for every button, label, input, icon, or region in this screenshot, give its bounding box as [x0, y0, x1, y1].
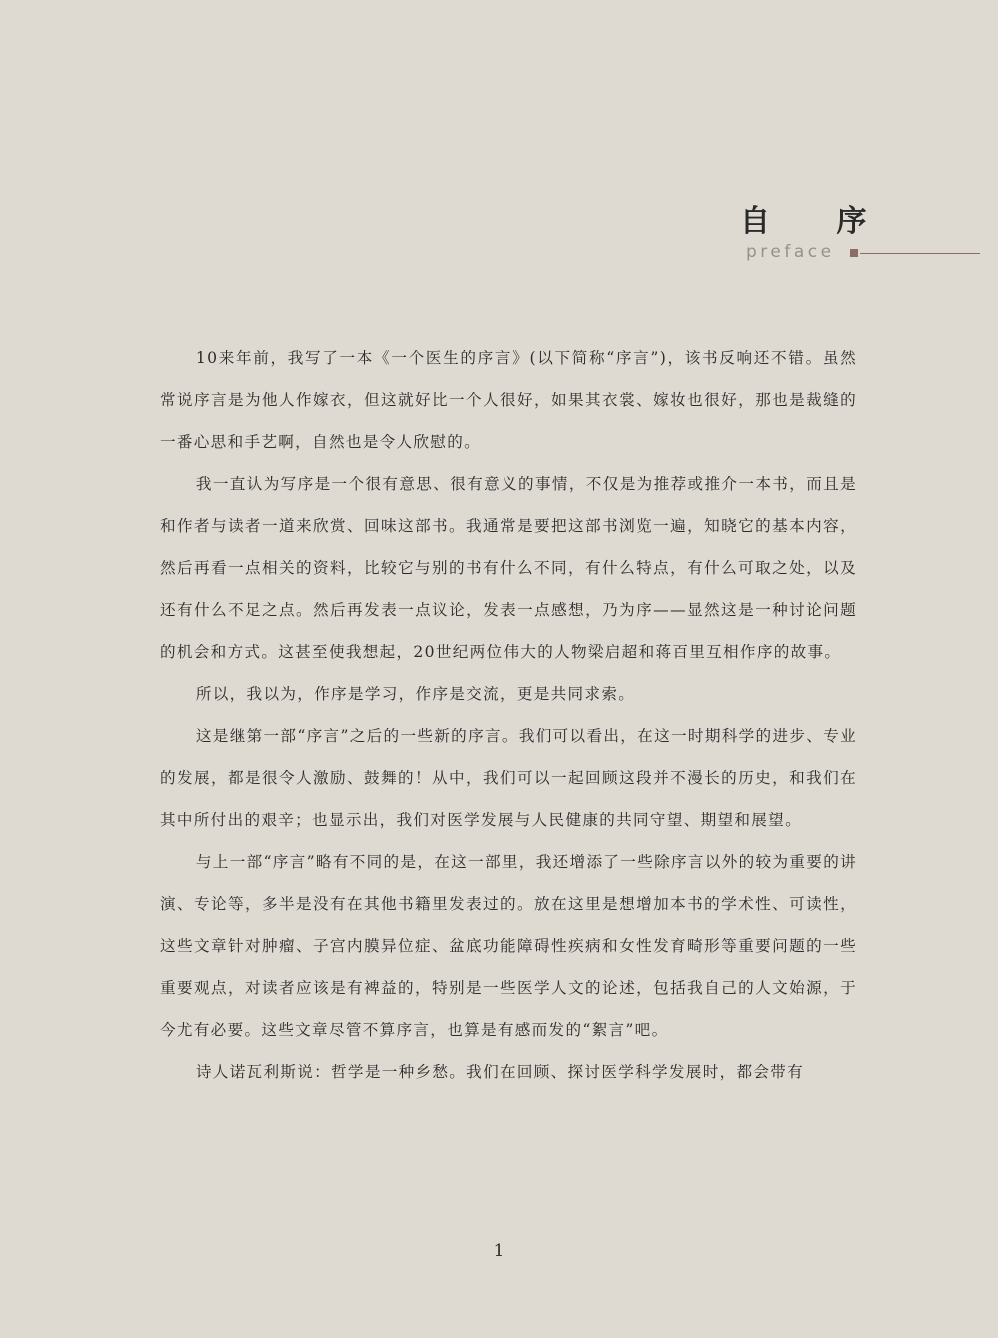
subtitle-row [740, 242, 998, 262]
paragraph: 诗人诺瓦利斯说：哲学是一种乡愁。我们在回顾、探讨医学科学发展时，都会带有 [195, 1063, 805, 1081]
chapter-subtitle: preface [746, 242, 835, 262]
chapter-title: 自 序 [740, 204, 895, 239]
chapter-heading [740, 202, 998, 262]
paragraph: 与上一部“序言”略有不同的是，在这一部里，我还增添了一些除序言以外的较为重要的讲演、专论等，多半是没有在其他书籍里发表过的。放在这里是想增加本书的学术性、可读性，这些文章针对肿瘤、子宫内膜异位症、盆底功能障碍性疾病和女性发育畸形等重要问题的一些重要观点，对读者应该是有裨益的，特别是一些医学人文的论述，包括我自己的人文始源，于今尤有必要。这些文章尽管不算序言，也算是有感而发的“絮言”吧。 [160, 853, 857, 1039]
paragraph: 我一直认为写序是一个很有意思、很有意义的事情，不仅是为推荐或推介一本书，而且是和作者与读者一道来欣赏、回味这部书。我通常是要把这部书浏览一遍，知晓它的基本内容，然后再看一点相关的资料，比较它与别的书有什么不同，有什么特点，有什么可取之处，以及还有什么不足之点。然后再发表一点议论，发表一点感想，乃为序——显然这是一种讨论问题的机会和方式。这甚至使我想起，20世纪两位伟大的人物梁启超和蒋百里互相作序的故事。 [160, 475, 857, 661]
decorative-square [850, 249, 858, 257]
page-number: 1 [493, 1241, 505, 1261]
paragraph: 所以，我以为，作序是学习，作序是交流，更是共同求索。 [195, 685, 636, 703]
preface-body [160, 337, 857, 1093]
paragraph: 10来年前，我写了一本《一个医生的序言》(以下简称“序言”)，该书反响还不错。虽然常说序言是为他人作嫁衣，但这就好比一个人很好，如果其衣裳、嫁妆也很好，那也是裁缝的一番心思和手艺啊，自然也是令人欣慰的。 [160, 349, 857, 451]
paragraph: 这是继第一部“序言”之后的一些新的序言。我们可以看出，在这一时期科学的进步、专业的发展，都是很令人激励、鼓舞的！从中，我们可以一起回顾这段并不漫长的历史，和我们在其中所付出的艰辛；也显示出，我们对医学发展与人民健康的共同守望、期望和展望。 [160, 727, 857, 829]
decorative-rule [860, 253, 980, 254]
